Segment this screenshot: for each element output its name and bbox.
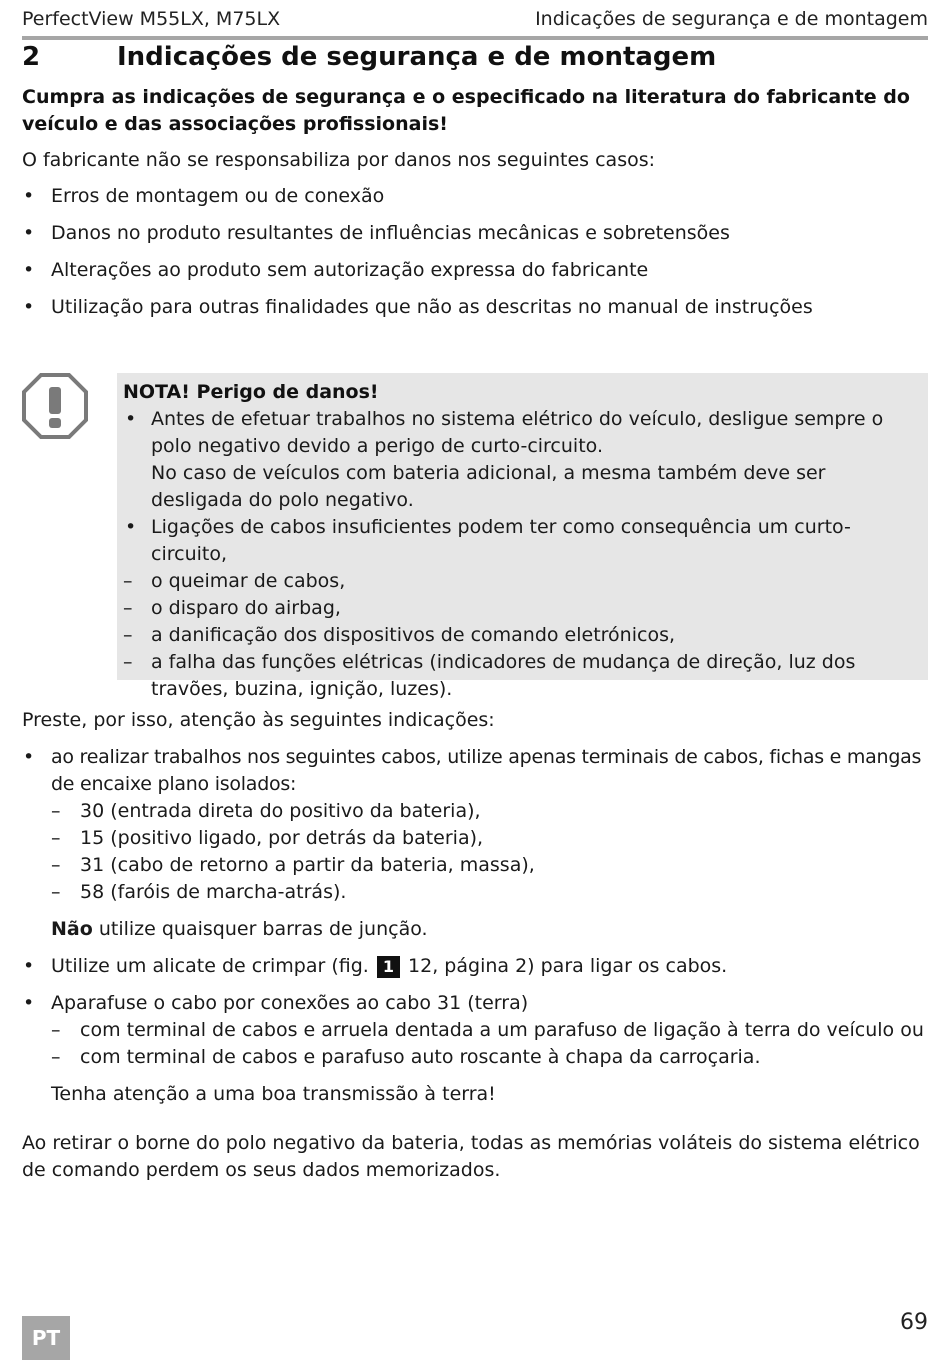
page-number: 69 (900, 1310, 928, 1335)
cable-sublist (51, 798, 928, 906)
list-item: – o disparo do airbag, (123, 597, 341, 619)
section-heading (22, 42, 716, 72)
notice-box (117, 373, 928, 700)
closing-paragraph: Ao retirar o borne do polo negativo da bateria, todas as memórias voláteis do sistema elétrico de comando perdem os seus dados memorizados. (22, 1132, 920, 1181)
notice-list (123, 406, 920, 703)
header-section: Indicações de segurança e de montagem (535, 8, 928, 30)
list-item: • Erros de montagem ou de conexão (23, 185, 385, 207)
list-item: • Utilização para outras finalidades que não as descritas no manual de instruções (23, 296, 813, 318)
list-item: – 30 (entrada direta do positivo da bateria), (51, 800, 481, 822)
list-item: • Alterações ao produto sem autorização expressa do fabricante (23, 259, 649, 281)
list-item: • Danos no produto resultantes de influências mecânicas e sobretensões (23, 222, 730, 244)
list-item: – a danificação dos dispositivos de comando eletrónicos, (123, 624, 676, 646)
list-item: • ao realizar trabalhos nos seguintes cabos, utilize apenas terminais de cabos, fichas e mangas de encaixe plano isolados: – 30 (entrada direta do positivo da bateria), – 15 (positivo ligado, por detrás da bateria), – 31 (cabo de retorno a partir da bateria, massa), – 58 (faróis de marcha-atrás). Não utilize quaisquer barras de junção. (22, 744, 928, 943)
liability-intro: O fabricante não se responsabiliza por danos nos seguintes casos: (22, 149, 656, 171)
list-item: – o queimar de cabos, (123, 570, 346, 592)
notice-title: NOTA! Perigo de danos! (123, 381, 379, 403)
list-item: • Ligações de cabos insuficientes podem ter como consequência um curto-circuito, – o queimar de cabos, – o disparo do airbag, – a danificação dos dispositivos de comando eletrónicos, – a falha das funções elétricas (indicadores de mudança de direção, luz dos travões, buzina, ignição, luzes). (123, 514, 920, 703)
warning-exclamation-icon (22, 373, 88, 439)
language-badge: PT (22, 1316, 70, 1360)
list-item: – a falha das funções elétricas (indicadores de mudança de direção, luz dos travões, buzina, ignição, luzes). (123, 651, 856, 700)
list-item: – 31 (cabo de retorno a partir da bateria, massa), (51, 854, 535, 876)
attention-list (22, 744, 928, 1108)
notice-sublist (123, 568, 920, 703)
list-item: – com terminal de cabos e parafuso auto roscante à chapa da carroçaria. (51, 1046, 761, 1068)
running-header (22, 6, 928, 40)
list-item: • Aparafuse o cabo por conexões ao cabo 31 (terra) – com terminal de cabos e arruela dentada a um parafuso de ligação à terra do veículo ou – com terminal de cabos e parafuso auto roscante à chapa da carroçaria. Tenha atenção a uma boa transmissão à terra! (22, 990, 928, 1108)
list-item: – 58 (faróis de marcha-atrás). (51, 881, 347, 903)
ground-sublist (51, 1017, 928, 1071)
liability-list (22, 183, 928, 321)
ground-note: Tenha atenção a uma boa transmissão à terra! (51, 1083, 496, 1105)
figure-badge: 1 (377, 956, 400, 978)
list-item: • Utilize um alicate de crimpar (fig. 1 12, página 2) para ligar os cabos. (23, 955, 728, 977)
section-number: 2 (22, 42, 41, 72)
cable-note: Não utilize quaisquer barras de junção. (51, 918, 428, 940)
attention-intro: Preste, por isso, atenção às seguintes indicações: (22, 709, 495, 731)
intro-bold: Cumpra as indicações de segurança e o especificado na literatura do fabricante do veículo e das associações profissionais! (22, 86, 910, 135)
list-item: – 15 (positivo ligado, por detrás da bateria), (51, 827, 484, 849)
section-title: Indicações de segurança e de montagem (117, 42, 717, 72)
list-item: • Antes de efetuar trabalhos no sistema elétrico do veículo, desligue sempre o polo negativo devido a perigo de curto-circuito. No caso de veículos com bateria adicional, a mesma também deve ser desligada do polo negativo. (125, 408, 884, 511)
header-product: PerfectView M55LX, M75LX (22, 8, 281, 30)
list-item: – com terminal de cabos e arruela dentada a um parafuso de ligação à terra do veículo ou (51, 1019, 924, 1041)
